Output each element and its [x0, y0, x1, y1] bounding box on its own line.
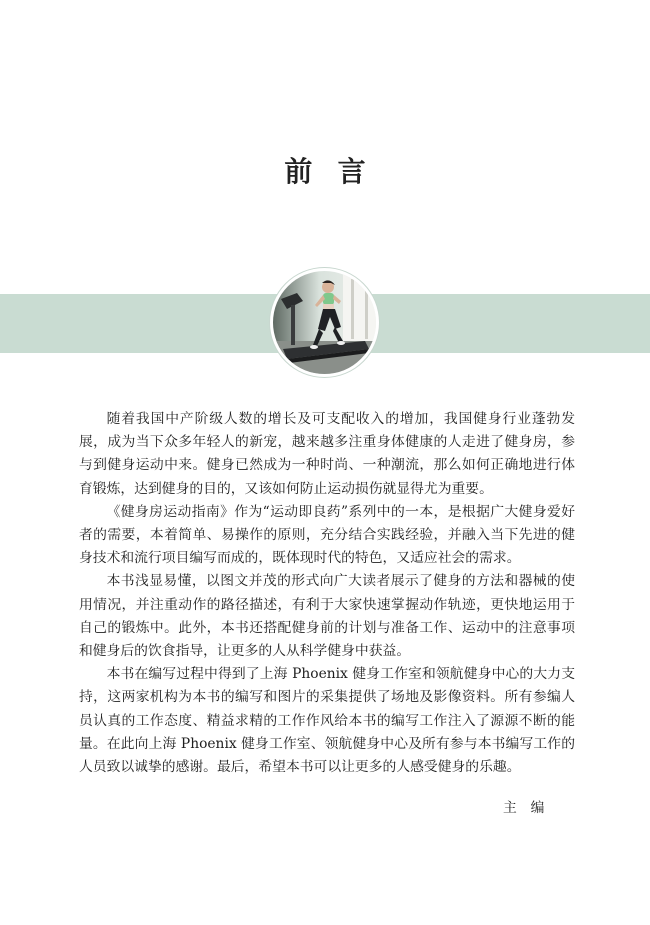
paragraph: 随着我国中产阶级人数的增长及可支配收入的增加，我国健身行业蓬勃发展，成为当下众多年轻人的新宠，越来越多注重身体健康的人走进了健身房，参与到健身运动中来。健身已然成为一种时尚、一种潮流，那么如何正确地进行体育锻炼，达到健身的目的，又该如何防止运动损伤就显得尤为重要。 [79, 411, 575, 497]
page-title: 前言 [284, 155, 391, 188]
editor-signature: 主编 [503, 800, 559, 816]
preface-body [79, 408, 575, 779]
paragraph: 本书在编写过程中得到了上海 Phoenix 健身工作室和领航健身中心的大力支持，这两家机构为本书的编写和图片的采集提供了场地及影像资料。所有参编人员认真的工作态度、精益求精的工作作风给本书的编写工作注入了源源不断的能量。在此向上海 Phoenix 健身工作室、领航健身中心及所有参与本书编写工作的人员致以诚挚的感谢。最后，希望本书可以让更多的人感受健身的乐趣。 [79, 666, 575, 776]
paragraph: 《健身房运动指南》作为“运动即良药”系列中的一本，是根据广大健身爱好者的需要，本着简单、易操作的原则，充分结合实践经验，并融入当下先进的健身技术和流行项目编写而成的，既体现时代的特色，又适应社会的需求。 [79, 503, 575, 567]
paragraph: 本书浅显易懂，以图文并茂的形式向广大读者展示了健身的方法和器械的使用情况，并注重动作的路径描述，有利于大家快速掌握动作轨迹，更快地运用于自己的锻炼中。此外，本书还搭配健身前的计划与准备工作、运动中的注意事项和健身后的饮食指导，让更多的人从科学健身中获益。 [79, 573, 575, 660]
treadmill-photo [273, 271, 376, 374]
